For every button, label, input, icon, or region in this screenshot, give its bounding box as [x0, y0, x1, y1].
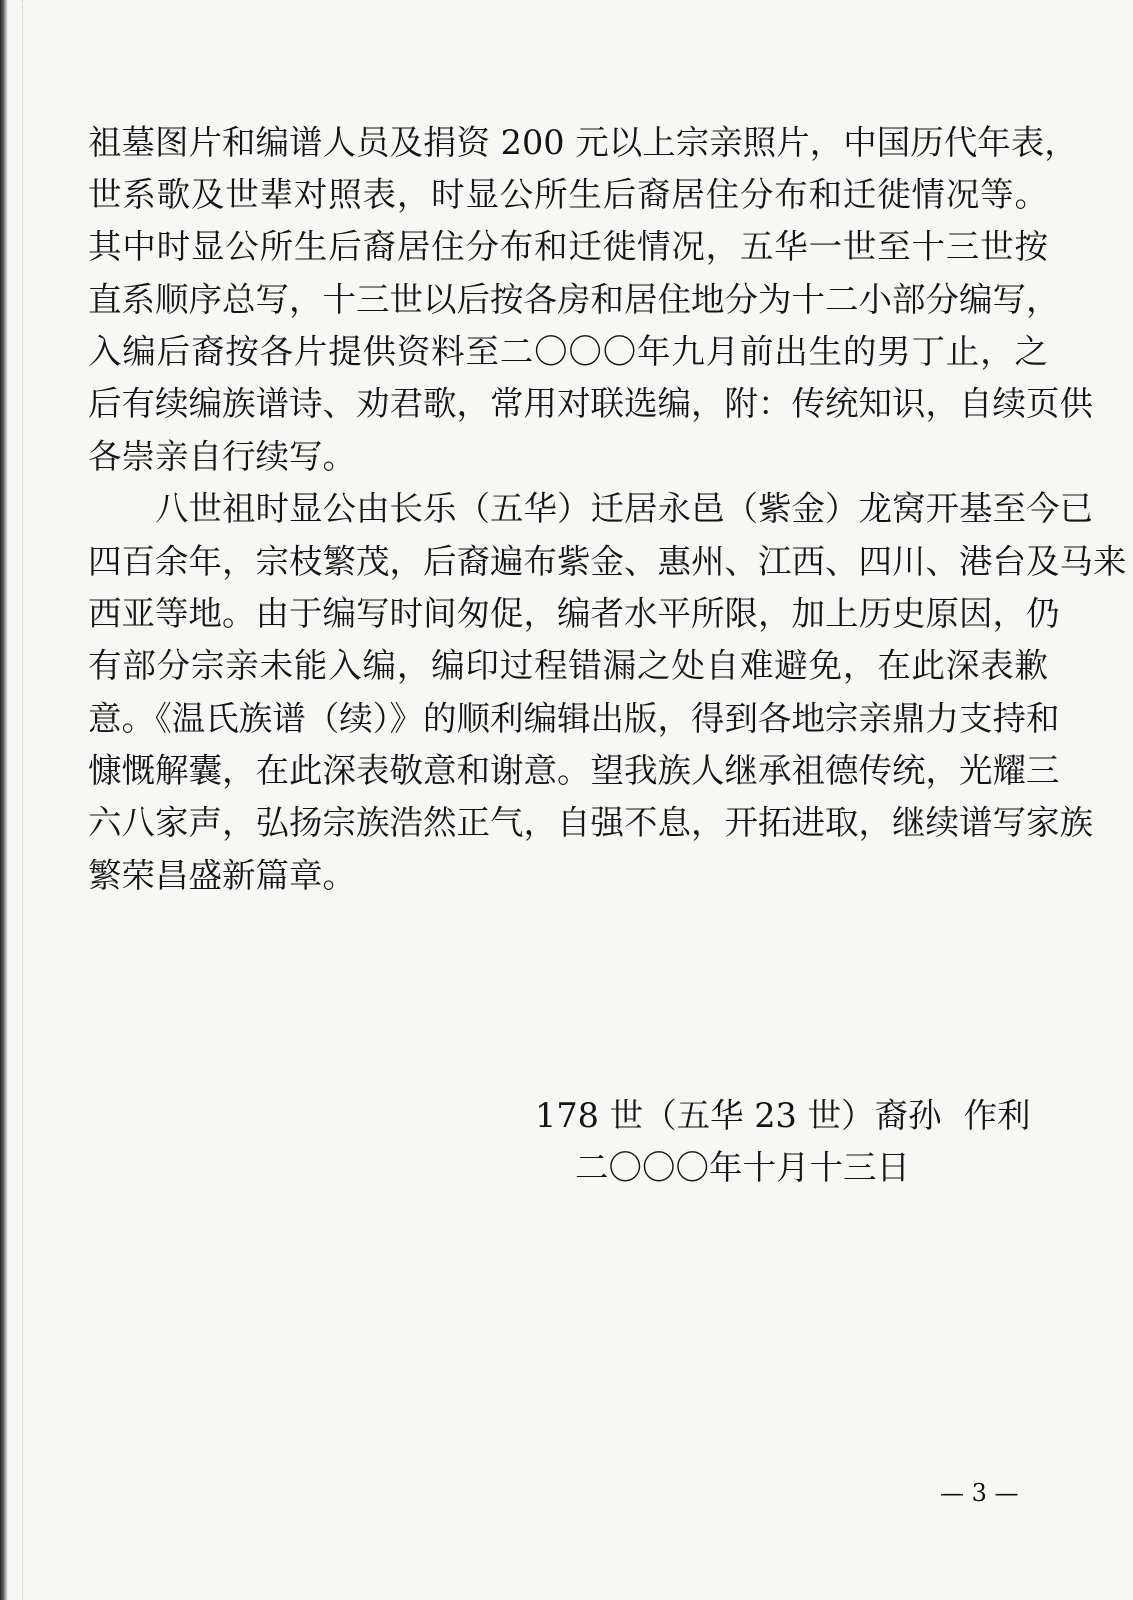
body-line-7: 各崇亲自行续写。 [88, 437, 356, 476]
signature [535, 1096, 1031, 1136]
body-line-5: 入编后裔按各片提供资料至二〇〇〇年九月前出生的男丁止，之 [88, 332, 1048, 371]
scan-margin-line [22, 0, 23, 1600]
body-line-2: 世系歌及世辈对照表，时显公所生后裔居住分布和迁徙情况等。 [88, 175, 1048, 214]
signature-generation: 178 世（五华 23 世）裔孙 [535, 1096, 942, 1135]
body-line-11: 有部分宗亲未能入编，编印过程错漏之处自难避免，在此深表歉 [88, 646, 1048, 685]
body-line-15: 繁荣昌盛新篇章。 [88, 856, 356, 895]
page-number: — 3 — [940, 1479, 1019, 1507]
body-line-3: 其中时显公所生后裔居住分布和迁徙情况，五华一世至十三世按 [88, 227, 1048, 266]
body-line-1: 祖墓图片和编谱人员及捐资 200 元以上宗亲照片，中国历代年表， [88, 123, 1078, 162]
body-line-8: 八世祖时显公由长乐（五华）迁居永邑（紫金）龙窝开基至今已 [155, 489, 1093, 528]
body-line-14: 六八家声，弘扬宗族浩然正气，自强不息，开拓进取，继续谱写家族 [88, 803, 1093, 842]
scan-binding-edge [0, 0, 8, 1600]
body-line-6: 后有续编族谱诗、劝君歌，常用对联选编，附：传统知识，自续页供 [88, 384, 1093, 423]
body-line-13: 慷慨解囊，在此深表敬意和谢意。望我族人继承祖德传统，光耀三 [88, 751, 1060, 790]
signature-name: 作利 [963, 1096, 1031, 1135]
body-line-12: 意。《温氏族谱（续）》的顺利编辑出版，得到各地宗亲鼎力支持和 [88, 699, 1060, 738]
body-line-4: 直系顺序总写，十三世以后按各房和居住地分为十二小部分编写， [88, 280, 1060, 319]
body-line-10: 西亚等地。由于编写时间匆促，编者水平所限，加上历史原因，仍 [88, 594, 1060, 633]
body-line-9: 四百余年，宗枝繁茂，后裔遍布紫金、惠州、江西、四川、港台及马来 [88, 542, 1127, 581]
signature-date: 二〇〇〇年十月十三日 [575, 1148, 910, 1187]
